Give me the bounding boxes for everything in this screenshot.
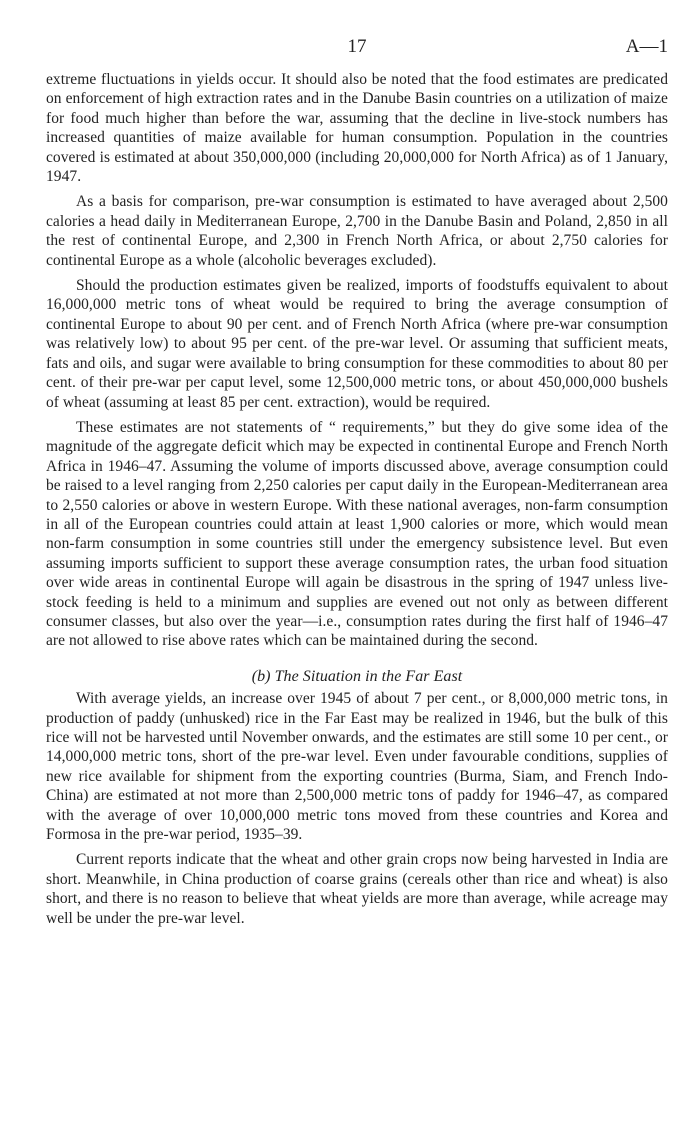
page-header <box>46 36 668 70</box>
section-a-continuation <box>46 70 668 651</box>
page-number: 17 <box>347 36 367 57</box>
paragraph: With average yields, an increase over 1945 of about 7 per cent., or 8,000,000 metric tons, in production of paddy (unhusked) rice in the Far East may be realized in 1946, but the bulk of this rice will not be harvested until November onwards, and the estimates are still some 10 per cent., or 14,000,000 metric tons, short of the pre-war level. Even under favourable conditions, supplies of new rice available for shipment from the exporting countries (Burma, Siam, and French Indo-China) are estimated at not more than 2,500,000 metric tons of paddy for 1946–47, as compared with the average of over 10,000,000 metric tons moved from these countries and Korea and Formosa in the pre-war period, 1935–39. <box>46 690 668 844</box>
paragraph: Should the production estimates given be realized, imports of foodstuffs equivalent to about 16,000,000 metric tons of wheat would be required to bring the average consumption of continental Europe to about 90 per cent. and of French North Africa (where pre-war consumption was relatively low) to about 95 per cent. of the pre-war level. Or assuming that sufficient meats, fats and oils, and sugar were available to bring consumption for these commodities to about 80 per cent. of their pre-war per caput level, some 12,500,000 metric tons, or about 450,000,000 bushels of wheat (assuming at least 85 per cent. extraction), would be required. <box>46 277 668 411</box>
document-reference: A—1 <box>625 36 668 57</box>
paragraph: As a basis for comparison, pre-war consumption is estimated to have averaged about 2,500 calories a head daily in Mediterranean Europe, 2,700 in the Danube Basin and Poland, 2,850 in all the rest of continental Europe, and 2,300 in French North Africa, or about 2,750 calories for continental Europe as a whole (alcoholic beverages excluded). <box>46 193 668 269</box>
paragraph: Current reports indicate that the wheat and other grain crops now being harvested in India are short. Meanwhile, in China production of coarse grains (cereals other than rice and wheat) is also short, and there is no reason to believe that wheat yields are more than average, while acreage may well be under the pre-war level. <box>46 851 668 927</box>
paragraph: extreme fluctuations in yields occur. It should also be noted that the food estimates are predicated on enforcement of high extraction rates and in the Danube Basin countries on a utilization of maize for food much higher than before the war, assuming that the decline in live-stock numbers has increased quantities of maize available for human consumption. Population in the countries covered is estimated at about 350,000,000 (including 20,000,000 for North Africa) as of 1 January, 1947. <box>46 71 668 186</box>
document-page <box>46 36 668 934</box>
section-heading: (b) The Situation in the Far East <box>251 667 463 685</box>
section-b <box>46 689 668 928</box>
paragraph: These estimates are not statements of “ requirements,” but they do give some idea of the magnitude of the aggregate deficit which may be expected in continental Europe and French North Africa in 1946–47. Assuming the volume of imports discussed above, average consumption could be raised to a level ranging from 2,250 calories per caput daily in the European-Mediterranean area to 2,550 calories or above in western Europe. With these national averages, non-farm consumption in all of the European countries could attain at least 1,900 calories or more, which would mean non-farm consumption in some countries still under the emergency subsistence level. But even assuming imports sufficient to support these average consumption rates, the urban food situation over wide areas in continental Europe will again be disastrous in the spring of 1947 unless live-stock feeding is held to a minimum and supplies are evened out not only as between different consumer classes, but also over the year—i.e., consumption rates during the first half of 1946–47 are not allowed to rise above rates which can be maintained during the second. <box>46 418 668 650</box>
